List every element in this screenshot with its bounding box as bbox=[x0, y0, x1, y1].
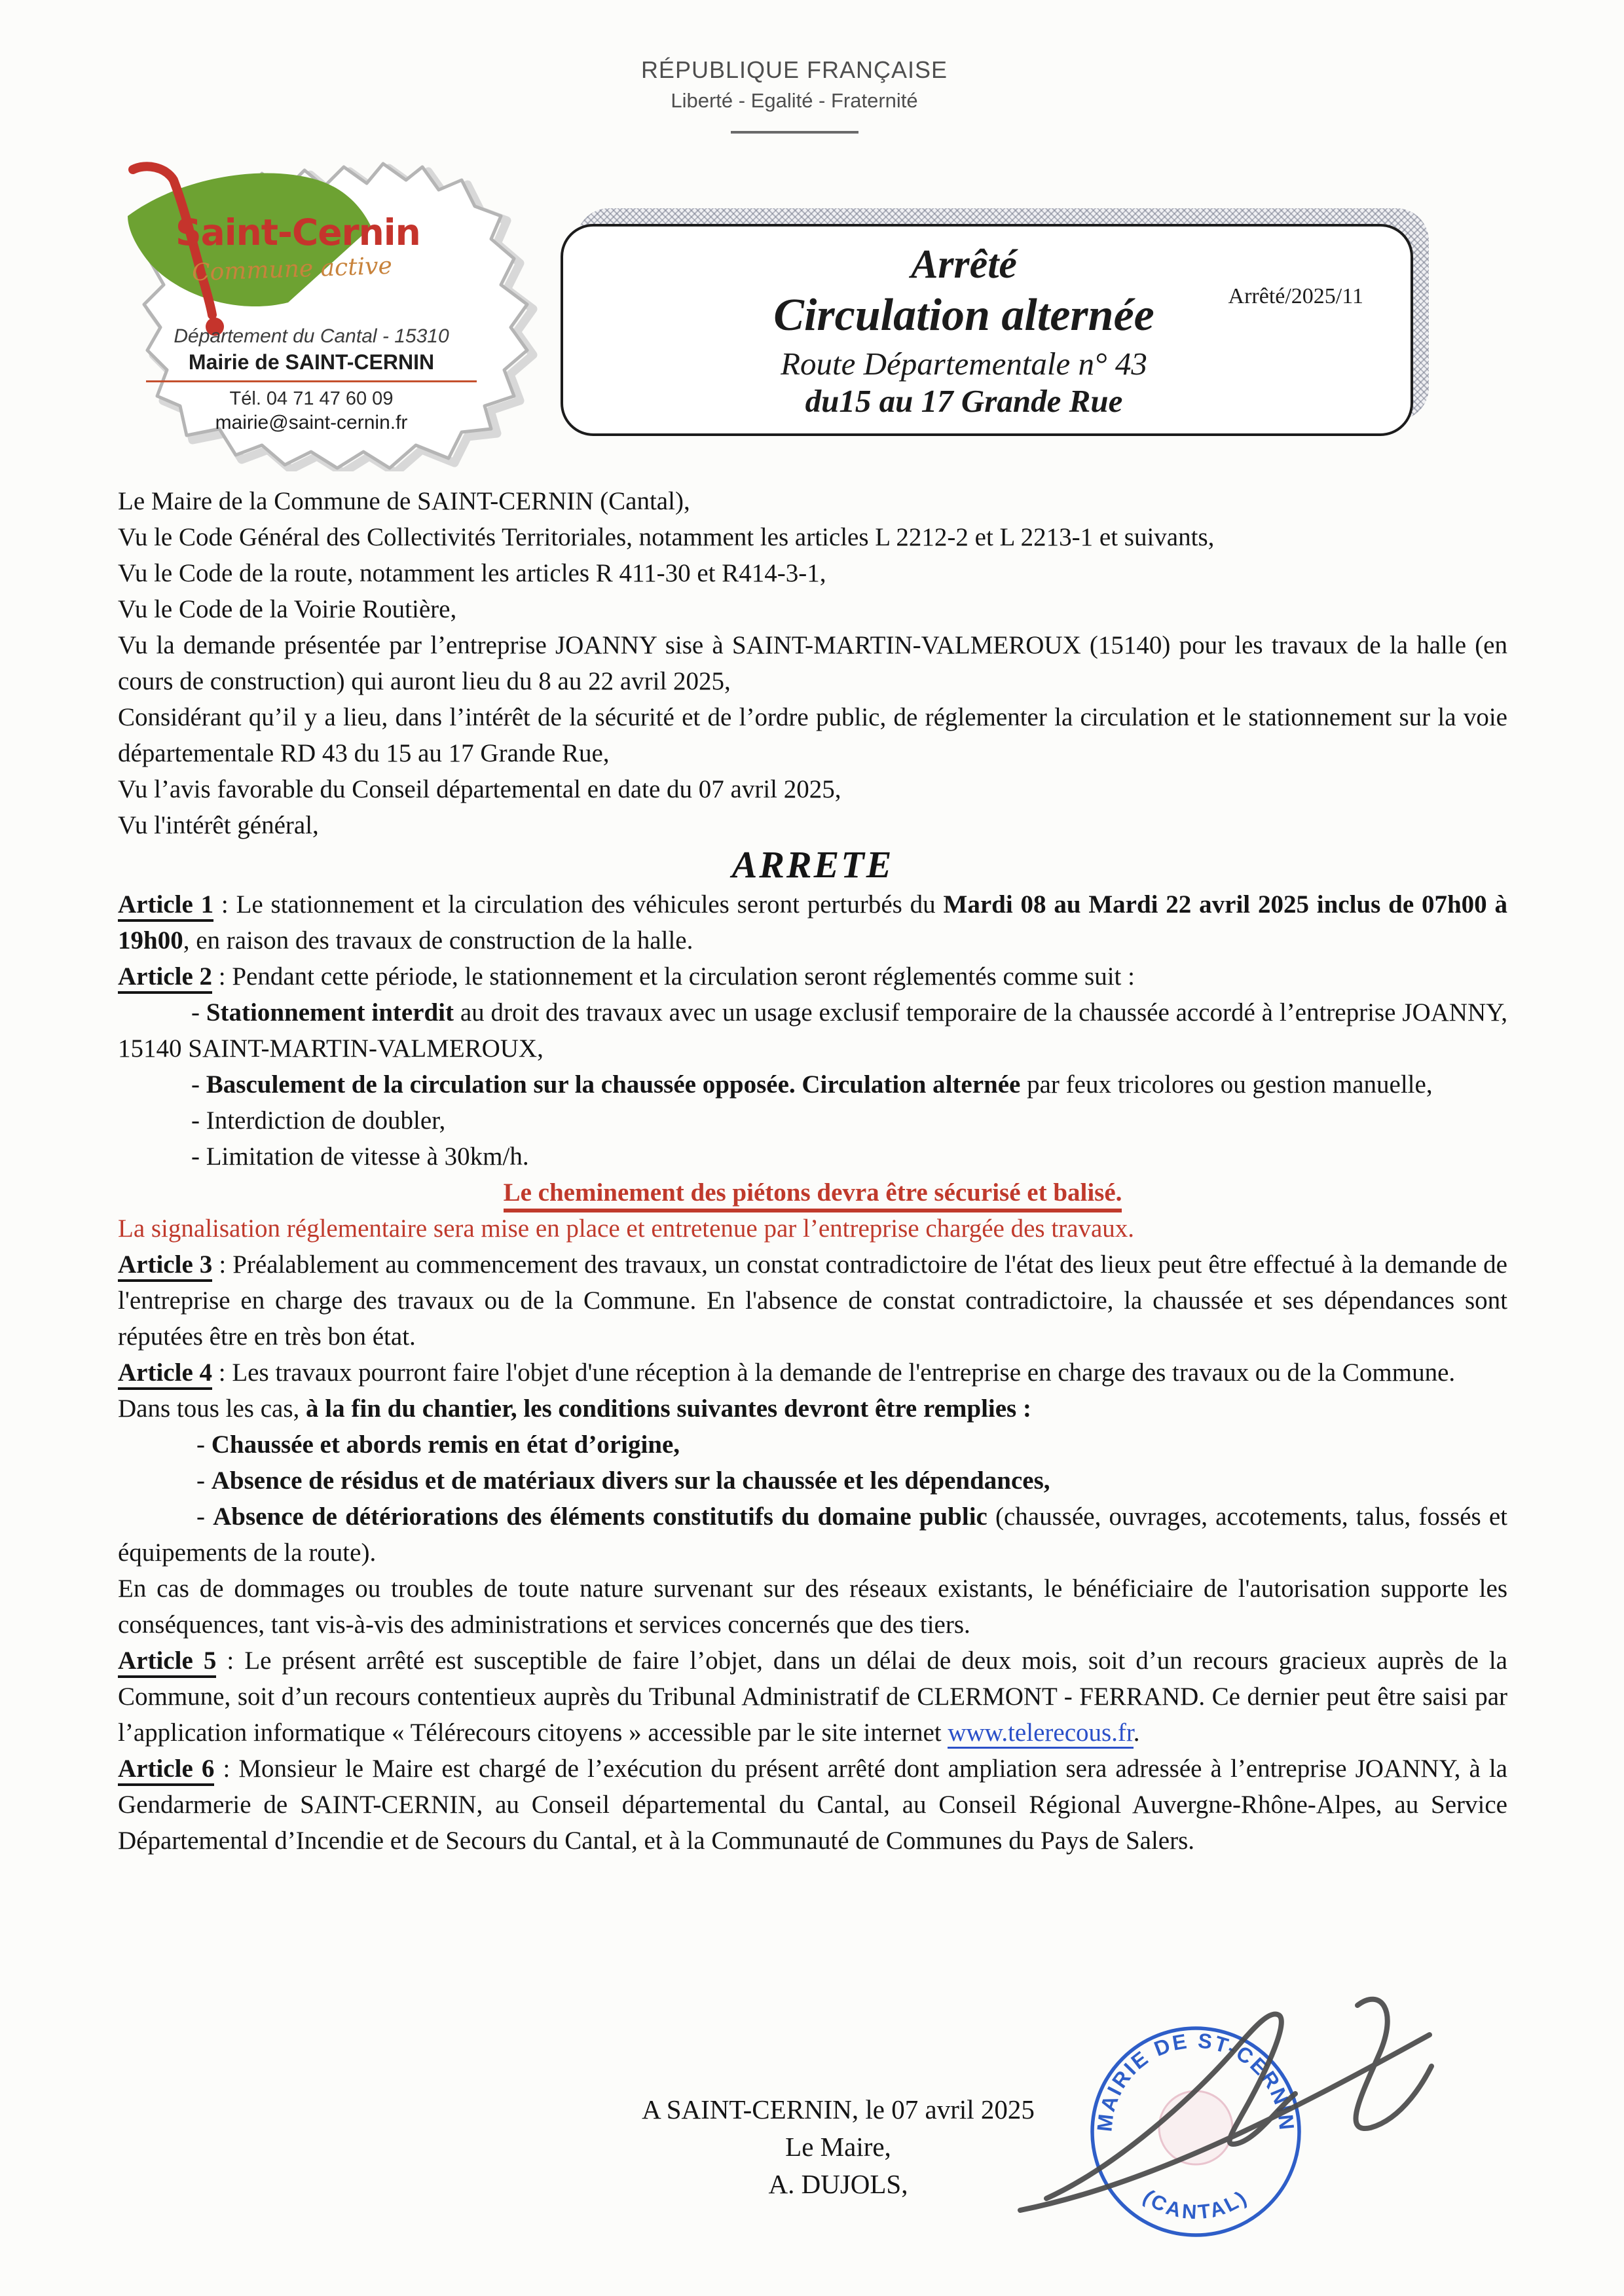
text-run: - bbox=[191, 1070, 206, 1099]
title-road: Route Départementale n° 43 bbox=[781, 345, 1147, 382]
visa-line bbox=[118, 627, 1507, 699]
text-run: Vu la demande présentée par l’entreprise JOANNY sise à SAINT-MARTIN-VALMEROUX (15140) pour les travaux de la halle (en cours de construction) qui auront lieu du 8 au 22 avril 2025, bbox=[118, 631, 1507, 695]
title-box-content bbox=[563, 227, 1411, 433]
article-4-label: Article 4 bbox=[118, 1358, 212, 1390]
text-run: Dans tous les cas, bbox=[118, 1394, 306, 1423]
pedestrian-notice bbox=[118, 1175, 1507, 1211]
commune-contact-block bbox=[126, 325, 496, 434]
article-6 bbox=[118, 1751, 1507, 1859]
text-run: : Monsieur le Maire est chargé de l’exécution du présent arrêté dont ampliation sera adressée à l’entreprise JOANNY, à la Gendarmerie de SAINT-CERNIN, au Conseil départemental du Cantal, au Conseil Régional Auvergne-Rhône-Alpes, au Service Départemental d’Incendie et de Secours du Cantal, et à la Communauté de Communes du Pays de Salers. bbox=[118, 1755, 1507, 1855]
text-run: : Les travaux pourront faire l'objet d'une réception à la demande de l'entreprise en charge des travaux ou de la Commune. bbox=[212, 1358, 1456, 1387]
telerecours-link[interactable]: www.telerecous.fr bbox=[948, 1719, 1133, 1749]
visa-line bbox=[118, 771, 1507, 807]
header-divider bbox=[731, 131, 858, 134]
preamble-line bbox=[118, 483, 1507, 519]
text-run: - bbox=[196, 1430, 212, 1459]
email-line: mairie@saint-cernin.fr bbox=[215, 412, 408, 433]
commune-name: Saint-Cernin bbox=[175, 211, 420, 253]
text-run: Absence de résidus et de matériaux divers sur la chaussée et les dépendances, bbox=[211, 1467, 1050, 1495]
arrete-reference-number: Arrêté/2025/11 bbox=[1228, 284, 1363, 308]
commune-logo bbox=[108, 154, 544, 471]
text-run: Vu l’avis favorable du Conseil départemental en date du 07 avril 2025, bbox=[118, 775, 841, 803]
visa-line bbox=[118, 591, 1507, 627]
article-2-item bbox=[118, 1102, 1507, 1139]
text-run: Vu le Code Général des Collectivités Territoriales, notamment les articles L 2212-2 et L 2213-1 et suivants, bbox=[118, 523, 1215, 551]
text-run: au droit des travaux avec un usage exclusif temporaire de la chaussée accordé à l’entreprise JOANNY, 15140 SAINT-MARTIN-VALMEROUX, bbox=[118, 998, 1507, 1063]
department-line: Département du Cantal - 15310 bbox=[174, 325, 449, 347]
republic-motto: Liberté - Egalité - Fraternité bbox=[671, 89, 918, 112]
condition-item bbox=[118, 1499, 1507, 1571]
conditions-intro bbox=[118, 1391, 1507, 1427]
mayor-signature-icon bbox=[1001, 1969, 1446, 2244]
title-subject: Circulation alternée bbox=[773, 290, 1154, 341]
article-2-label: Article 2 bbox=[118, 962, 212, 994]
article-6-label: Article 6 bbox=[118, 1755, 214, 1786]
condition-item bbox=[118, 1427, 1507, 1463]
republic-title: RÉPUBLIQUE FRANÇAISE bbox=[640, 56, 948, 83]
article-2 bbox=[118, 958, 1507, 994]
text-run: Le Maire de la Commune de SAINT-CERNIN (Cantal), bbox=[118, 487, 690, 515]
text-run: : Préalablement au commencement des travaux, un constat contradictoire de l'état des lieux peut être effectué à la demande de l'entreprise en charge des travaux ou de la Commune. En l'absence de constat contradictoire, la chaussée et ses dépendances sont réputées être en très bon état. bbox=[118, 1250, 1507, 1351]
arrete-heading bbox=[118, 843, 1507, 886]
signatory-name: A. DUJOLS, bbox=[768, 2169, 908, 2199]
condition-item bbox=[118, 1463, 1507, 1499]
phone-line: Tél. 04 71 47 60 09 bbox=[229, 388, 394, 409]
text-run: Vu le Code de la Voirie Routière, bbox=[118, 595, 457, 623]
text-run: Mardi 08 au Mardi 22 avril 2025 inclus de 07h00 à 19h00 bbox=[118, 890, 1507, 955]
text-run: - bbox=[196, 1503, 213, 1531]
stamp-bottom-text: (CANTAL) bbox=[1139, 2185, 1253, 2224]
considerant-line bbox=[118, 699, 1507, 771]
article-4 bbox=[118, 1355, 1507, 1391]
damages-paragraph bbox=[118, 1571, 1507, 1643]
article-2-item bbox=[118, 1066, 1507, 1102]
text-run: Basculement de la circulation sur la chaussée opposée. Circulation alternée bbox=[206, 1070, 1021, 1099]
text-run: . bbox=[1133, 1719, 1140, 1747]
signatory-title: Le Maire, bbox=[785, 2132, 891, 2162]
visa-line bbox=[118, 519, 1507, 555]
text-run: Chaussée et abords remis en état d’origine, bbox=[211, 1430, 680, 1459]
document-body bbox=[118, 483, 1507, 1859]
document-header bbox=[532, 56, 1056, 134]
article-1 bbox=[118, 886, 1507, 958]
visa-line bbox=[118, 555, 1507, 591]
article-3-label: Article 3 bbox=[118, 1250, 212, 1282]
text-run: (chaussée, ouvrages, accotements, talus, fossés et équipements de la route). bbox=[118, 1503, 1507, 1567]
mairie-line: Mairie de SAINT-CERNIN bbox=[188, 350, 435, 374]
text-run: En cas de dommages ou troubles de toute nature survenant sur des réseaux existants, le bénéficiaire de l'autorisation supporte les conséquences, tant vis-à-vis des administrations et services concernés que des tiers. bbox=[118, 1575, 1507, 1639]
text-run: : Le stationnement et la circulation des véhicules seront perturbés du bbox=[213, 890, 944, 919]
text-run: ARRETE bbox=[731, 843, 894, 886]
text-run: Vu l'intérêt général, bbox=[118, 811, 319, 839]
stamp-top-text: MAIRIE DE ST-CERNIN bbox=[1092, 2028, 1299, 2133]
article-5 bbox=[118, 1643, 1507, 1751]
article-1-label: Article 1 bbox=[118, 890, 213, 922]
text-run: - Interdiction de doubler, bbox=[191, 1106, 446, 1135]
text-run: Vu le Code de la route, notamment les articles R 411-30 et R414-3-1, bbox=[118, 559, 826, 587]
text-run: - Limitation de vitesse à 30km/h. bbox=[191, 1142, 529, 1171]
text-run: La signalisation réglementaire sera mise en place et entretenue par l’entreprise chargée des travaux. bbox=[118, 1214, 1135, 1243]
text-run: Considérant qu’il y a lieu, dans l’intérêt de la sécurité et de l’ordre public, de réglementer la circulation et le stationnement sur la voie départementale RD 43 du 15 au 17 Grande Rue, bbox=[118, 703, 1507, 767]
text-run: : Pendant cette période, le stationnement et la circulation seront réglementés comme suit : bbox=[212, 962, 1135, 991]
text-run: par feux tricolores ou gestion manuelle, bbox=[1020, 1070, 1433, 1099]
commune-tagline: Commune active bbox=[191, 252, 393, 287]
text-run: Stationnement interdit bbox=[206, 998, 454, 1027]
logo-divider bbox=[146, 380, 477, 382]
text-run: Le cheminement des piétons devra être sécurisé et balisé. bbox=[504, 1178, 1122, 1212]
article-2-item bbox=[118, 1139, 1507, 1175]
article-3 bbox=[118, 1247, 1507, 1355]
title-arrete: Arrêté bbox=[911, 242, 1017, 287]
text-run: à la fin du chantier, les conditions suivantes devront être remplies : bbox=[306, 1394, 1031, 1423]
title-box bbox=[561, 224, 1413, 436]
article-5-label: Article 5 bbox=[118, 1647, 216, 1678]
visa-line bbox=[118, 807, 1507, 843]
signalisation-notice bbox=[118, 1211, 1507, 1247]
text-run: - bbox=[196, 1467, 212, 1495]
place-and-date: A SAINT-CERNIN, le 07 avril 2025 bbox=[642, 2094, 1035, 2124]
text-run: , en raison des travaux de construction de la halle. bbox=[183, 926, 693, 955]
text-run: Absence de détériorations des éléments constitutifs du domaine public bbox=[213, 1503, 987, 1531]
text-run: : Le présent arrêté est susceptible de faire l’objet, dans un délai de deux mois, soit d’un recours gracieux auprès de la Commune, soit d’un recours contentieux auprès du Tribunal Administratif de CLERMONT - FERRAND. Ce dernier peut être saisi par l’application informatique « Télérecours citoyens » accessible par le site internet bbox=[118, 1647, 1507, 1747]
article-2-item bbox=[118, 994, 1507, 1066]
text-run: - bbox=[191, 998, 206, 1027]
title-address: du15 au 17 Grande Rue bbox=[805, 383, 1123, 420]
